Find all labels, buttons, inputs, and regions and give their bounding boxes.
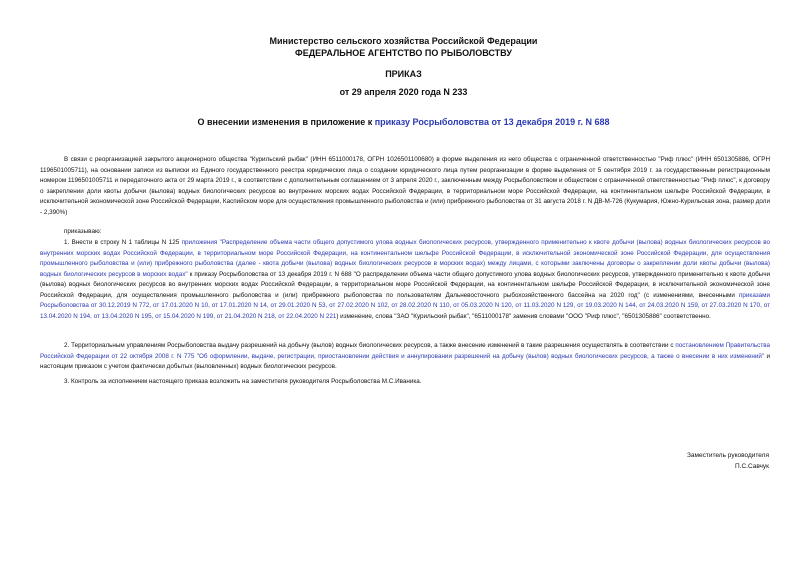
signer-name: П.С.Савчук xyxy=(734,463,769,470)
government-decree-link[interactable]: постановлением Правительства Российской Федерации от 22 октября 2008 г. N 775 "Об оформлении, выдаче, регистрации, приостановлении действия и аннулировании разрешений на добычу (вылов) водных биологических ресурсов, а также о внесении в них изменений" xyxy=(40,342,770,360)
item-2-paragraph xyxy=(40,341,770,373)
item-3-paragraph: 3. Контроль за исполнением настоящего приказа возложить на заместителя руководителя Росрыболовства М.С.Иваника. xyxy=(64,378,422,385)
title-order-link[interactable]: приказу Росрыболовства от 13 декабря 2019 г. N 688 xyxy=(374,117,610,127)
document-date-number: от 29 апреля 2020 года N 233 xyxy=(339,87,468,97)
item-2-end: и настоящим приказом с учетом фактически добытых (выловленных) водных биологических ресурсов. xyxy=(40,352,770,370)
agency-name: ФЕДЕРАЛЬНОЕ АГЕНТСТВО ПО РЫБОЛОВСТВУ xyxy=(295,48,512,58)
item-1-paragraph xyxy=(40,238,770,322)
signer-position: Заместитель руководителя xyxy=(687,452,769,459)
ministry-name: Министерство сельского хозяйства Российской Федерации xyxy=(269,36,538,46)
preamble-paragraph: В связи с реорганизацией закрытого акционерного общества "Курильский рыбак" (ИНН 6511000178, ОГРН 1026501100680) в форме выделения из него общества с ограниченной ответственностью "Риф плюс" (ИНН 6501305886, ОГРН 1196501005711), на основании записи из выписки из Единого государственного реестра юридических лица о создании юридического лица путем реорганизации в форме выделения от 5 сентября 2019 г. за государственным регистрационным номером 1196501005711 и передаточного акта от 29 марта 2019 г., в соответствии с дополнительным соглашением от 3 апреля 2020 г., заключенным между Росрыболовством и обществом с ограниченной ответственностью "Риф плюс", к договору о закреплении доли квоты добычи (вылова) водных биологических ресурсов во внутренних морских водах Российской Федерации, в территориальном море Российской Федерации, на континентальном шельфе Российской Федерации, в исключительной экономической зоне Российской Федерации, Каспийском море для осуществления промышленного рыболовства и (или) прибрежного рыболовства от 31 августа 2018 г. N ДВ-М-726 (Кукумария, Южно-Курильская зона, размер доли - 2,390%) xyxy=(40,156,770,216)
amending-orders-link[interactable]: приказами Росрыболовства от 30.12.2019 N 772, от 17.01.2020 N 10, от 17.01.2020 N 14, от 29.01.2020 N 53, от 27.02.2020 N 102, от 28.02.2020 N 110, от 05.03.2020 N 120, от 11.03.2020 N 129, от 19.03.2020 N 144, от 24.03.2020 N 159, от 27.03.2020 N 170, от 13.04.2020 N 194, от 13.04.2020 N 195, от 15.04.2020 N 199, от 21.04.2020 N 218, от 22.04.2020 N 221 xyxy=(40,291,770,320)
item-2-start: 2. Территориальным управлениям Росрыболовства выдачу разрешений на добычу (вылов) водных биологических ресурсов, а также внесение изменений в такие разрешения осуществлять в соответствии с xyxy=(64,342,676,349)
document-type: ПРИКАЗ xyxy=(385,69,422,79)
title-text: О внесении изменения в приложение к xyxy=(197,117,375,127)
item-1-end: ) изменение, слова "ЗАО "Курильский рыбак", "6511000178" заменив словами "ООО "Риф плюс", "6501305886" соответственно. xyxy=(336,312,711,320)
item-1-start: 1. Внести в строку N 1 таблицы N 125 xyxy=(64,239,182,246)
appendix-link[interactable]: приложения "Распределение объема части общего допустимого улова водных биологических ресурсов, утвержденного применительно к квоте добычи (вылова) водных биологических ресурсов во внутренних морских водах Российской Федерации, в территориальном море Российской Федерации, на континентальном шельфе Российской Федерации, в исключительной экономической зоне Российской Федерации, для осуществления промышленного рыболовства и (или) прибрежного рыболовства (далее - квота добычи (вылова) водных биологических ресурсов в морских водах) между лицами, с которыми заключены договоры о закреплении доли квоты добычи (вылова) водных биологических ресурсов в морских водах" xyxy=(40,239,770,278)
item-1-mid: к приказу Росрыболовства от 13 декабря 2019 г. N 688 "О распределении объема части общего допустимого улова водных биологических ресурсов, утвержденного применительно к квоте добычи (вылова) водных биологических ресурсов во внутренних морских водах Российской Федерации, в территориальном море Российской Федерации, на континентальном шельфе Российской Федерации, в исключительной экономической зоне Российской Федерации, для осуществления промышленного рыболовства и (или) прибрежного рыболовства по пользователям Дальневосточного рыбохозяйственного бассейна на 2020 год" (с изменениями, внесенными xyxy=(40,270,771,299)
document-title xyxy=(0,117,807,127)
order-word: приказываю: xyxy=(64,228,102,235)
